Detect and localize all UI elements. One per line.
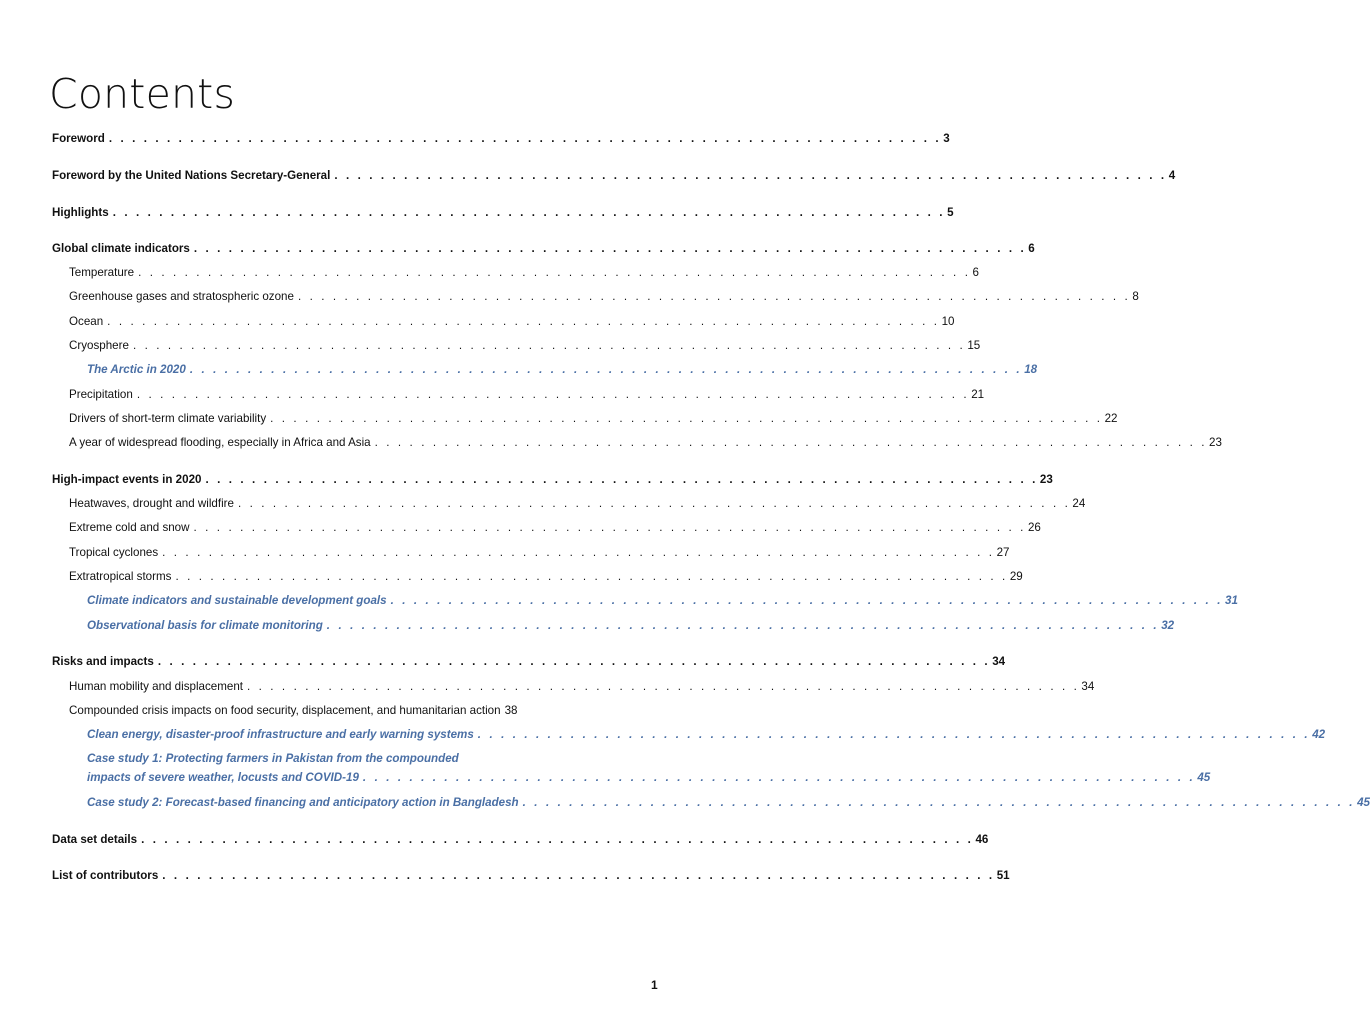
toc-entry-label: Ocean — [69, 315, 104, 328]
toc-entry-label: Risks and impacts — [52, 655, 154, 668]
dot-leader — [391, 592, 1223, 610]
toc-entry-foreword-secretary-general[interactable] — [52, 167, 1176, 185]
toc-entry-highlights[interactable] — [52, 204, 954, 222]
toc-entry-page: 10 — [941, 315, 955, 328]
dot-leader — [334, 167, 1166, 185]
dot-leader — [113, 204, 945, 222]
toc-entry-human-mobility[interactable] — [69, 678, 1095, 696]
toc-entry-label: Global climate indicators — [52, 242, 190, 255]
dot-leader — [363, 769, 1195, 787]
toc-entry-label: The Arctic in 2020 — [87, 363, 186, 376]
toc-entry-page: 45 — [1357, 796, 1370, 809]
toc-entry-case-study-1-line1[interactable]: Case study 1: Protecting farmers in Pakistan from the compounded — [87, 752, 459, 765]
toc-entry-page: 23 — [1039, 473, 1053, 486]
dot-leader — [194, 519, 1026, 537]
toc-entry-page: 45 — [1197, 771, 1211, 784]
dot-leader — [270, 410, 1102, 428]
dot-leader — [133, 337, 965, 355]
toc-entry-page: 6 — [972, 266, 979, 279]
page-title: Contents — [49, 70, 236, 118]
dot-leader — [375, 434, 1207, 452]
toc-entry-label: Case study 2: Forecast-based financing and anticipatory action in Bangladesh — [87, 796, 519, 809]
toc-entry-label: Observational basis for climate monitoring — [87, 619, 323, 632]
toc-entry-label: Climate indicators and sustainable development goals — [87, 594, 387, 607]
toc-entry-label: Drivers of short-term climate variability — [69, 412, 267, 425]
toc-entry-greenhouse-gases[interactable] — [69, 288, 1139, 306]
toc-entry-page: 26 — [1027, 521, 1041, 534]
toc-entry-case-study-2[interactable] — [87, 794, 1370, 812]
dot-leader — [238, 495, 1070, 513]
toc-entry-label: Human mobility and displacement — [69, 680, 243, 693]
dot-leader — [141, 831, 973, 849]
toc-entry-extratropical-storms[interactable] — [69, 568, 1023, 586]
toc-entry-label: Data set details — [52, 833, 138, 846]
toc-entry-page: 42 — [1312, 728, 1326, 741]
toc-entry-observational-basis[interactable] — [87, 617, 1175, 635]
toc-entry-risks-impacts[interactable] — [52, 653, 1006, 671]
dot-leader — [107, 313, 939, 331]
toc-entry-label: Foreword — [52, 132, 105, 145]
toc-entry-page: 21 — [971, 388, 985, 401]
dot-leader — [158, 653, 990, 671]
toc-entry-temperature[interactable] — [69, 264, 979, 282]
toc-entry-tropical-cyclones[interactable] — [69, 544, 1010, 562]
toc-entry-page: 34 — [1081, 680, 1095, 693]
toc-entry-page: 18 — [1024, 363, 1038, 376]
dot-leader — [138, 264, 970, 282]
toc-entry-page: 6 — [1028, 242, 1035, 255]
dot-leader — [175, 568, 1007, 586]
toc-entry-label: impacts of severe weather, locusts and COVID-19 — [87, 771, 359, 784]
toc-entry-page: 38 — [504, 704, 518, 717]
dot-leader — [205, 471, 1037, 489]
toc-entry-label: Extreme cold and snow — [69, 521, 190, 534]
toc-entry-page: 5 — [947, 206, 954, 219]
dot-leader — [247, 678, 1079, 696]
toc-entry-sdg[interactable] — [87, 592, 1238, 610]
toc-entry-page: 34 — [992, 655, 1006, 668]
toc-entry-label: Clean energy, disaster-proof infrastructure and early warning systems — [87, 728, 474, 741]
toc-entry-data-set-details[interactable] — [52, 831, 989, 849]
toc-entry-extreme-cold[interactable] — [69, 519, 1041, 537]
dot-leader — [194, 240, 1026, 258]
dot-leader — [162, 867, 994, 885]
toc-entry-page: 22 — [1104, 412, 1118, 425]
toc-entry-list-of-contributors[interactable] — [52, 867, 1010, 885]
dot-leader — [162, 544, 994, 562]
toc-entry-label: Greenhouse gases and stratospheric ozone — [69, 290, 294, 303]
toc-entry-heatwaves[interactable] — [69, 495, 1086, 513]
toc-entry-label: Tropical cyclones — [69, 546, 159, 559]
toc-entry-label: Compounded crisis impacts on food security, displacement, and humanitarian action — [69, 704, 501, 717]
toc-entry-label: High-impact events in 2020 — [52, 473, 202, 486]
toc-entry-label: Heatwaves, drought and wildfire — [69, 497, 234, 510]
toc-entry-arctic-2020[interactable] — [87, 361, 1038, 379]
dot-leader — [298, 288, 1130, 306]
toc-entry-label: List of contributors — [52, 869, 159, 882]
toc-entry-page: 32 — [1161, 619, 1175, 632]
toc-entry-clean-energy[interactable] — [87, 726, 1326, 744]
dot-leader — [523, 794, 1355, 812]
toc-entry-page: 23 — [1209, 436, 1222, 449]
page-number: 1 — [651, 978, 658, 992]
toc-entry-cryosphere[interactable] — [69, 337, 981, 355]
toc-entry-precipitation[interactable] — [69, 386, 985, 404]
toc-entry-label: A year of widespread flooding, especially in Africa and Asia — [69, 436, 371, 449]
toc-entry-page: 27 — [996, 546, 1010, 559]
toc-entry-page: 8 — [1132, 290, 1139, 303]
toc-entry-label: Highlights — [52, 206, 109, 219]
toc-entry-flooding[interactable] — [69, 434, 1222, 452]
toc-entry-ocean[interactable] — [69, 313, 955, 331]
toc-entry-label: Precipitation — [69, 388, 133, 401]
toc-entry-label: Extratropical storms — [69, 570, 172, 583]
toc-entry-page: 46 — [975, 833, 989, 846]
toc-entry-foreword[interactable] — [52, 130, 950, 148]
toc-entry-page: 3 — [943, 132, 950, 145]
toc-entry-page: 24 — [1072, 497, 1086, 510]
toc-entry-page: 29 — [1009, 570, 1023, 583]
dot-leader — [478, 726, 1310, 744]
toc-entry-label: Cryosphere — [69, 339, 129, 352]
toc-entry-case-study-1[interactable] — [87, 769, 1211, 787]
toc-entry-page: 51 — [996, 869, 1010, 882]
toc-entry-page: 31 — [1225, 594, 1238, 607]
toc-entry-page: 15 — [967, 339, 981, 352]
dot-leader — [109, 130, 941, 148]
dot-leader — [137, 386, 969, 404]
toc-entry-global-climate-indicators[interactable] — [52, 240, 1035, 258]
toc-entry-label: Foreword by the United Nations Secretary-General — [52, 169, 331, 182]
toc-entry-page: 4 — [1168, 169, 1176, 182]
dot-leader — [327, 617, 1159, 635]
toc-entry-label: Temperature — [69, 266, 135, 279]
toc-entry-high-impact-events[interactable] — [52, 471, 1053, 489]
toc-entry-compounded-crisis[interactable] — [69, 702, 580, 720]
dot-leader — [190, 361, 1022, 379]
toc-entry-climate-variability[interactable] — [69, 410, 1118, 428]
